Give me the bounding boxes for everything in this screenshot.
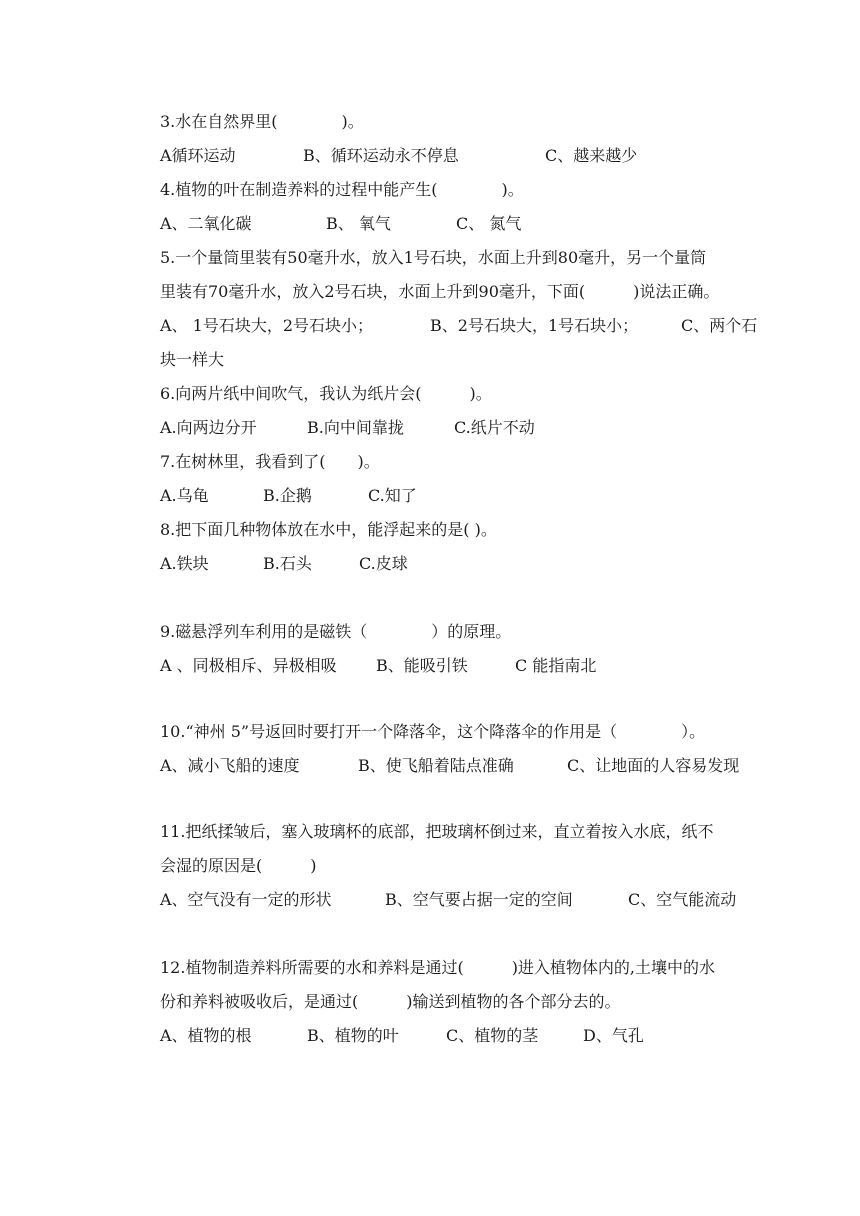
question-10-option-c: C、让地面的人容易发现 [567, 756, 740, 775]
question-5-option-c-continued: 块一样大 [160, 350, 225, 369]
question-8-stem: 8.把下面几种物体放在水中，能浮起来的是( )。 [160, 520, 497, 539]
question-5-option-a: A、 1号石块大，2号石块小； [160, 316, 374, 335]
question-11-stem-line-2: 会湿的原因是( ) [160, 856, 317, 875]
question-6-option-a: A.向两边分开 [160, 418, 257, 437]
question-5-stem-line-2: 里装有70毫升水，放入2号石块，水面上升到90毫升，下面( )说法正确。 [160, 282, 720, 301]
question-12-option-a: A、植物的根 [160, 1026, 252, 1045]
question-11-option-b: B、空气要占据一定的空间 [385, 890, 573, 909]
question-7-option-a: A.乌龟 [160, 486, 209, 505]
question-11-option-a: A、空气没有一定的形状 [160, 890, 332, 909]
question-5-option-c: C、两个石 [681, 316, 758, 335]
question-3-stem: 3.水在自然界里( )。 [160, 112, 364, 131]
question-6-option-b: B.向中间靠拢 [307, 418, 404, 437]
question-10-stem: 10.“神州 5”号返回时要打开一个降落伞，这个降落伞的作用是（ ）。 [160, 722, 706, 741]
question-10-option-a: A、减小飞船的速度 [160, 756, 300, 775]
question-4-option-a: A、二氧化碳 [160, 214, 252, 233]
question-9-option-a: A 、同极相斥、异极相吸 [160, 656, 337, 675]
question-3-option-c: C、越来越少 [545, 146, 638, 165]
question-11-stem-line-1: 11.把纸揉皱后，塞入玻璃杯的底部，把玻璃杯倒过来，直立着按入水底，纸不 [160, 822, 714, 841]
question-12-option-d: D、气孔 [583, 1026, 644, 1045]
question-5-option-b: B、2号石块大，1号石块小； [430, 316, 639, 335]
question-5-stem-line-1: 5.一个量筒里装有50毫升水，放入1号石块，水面上升到80毫升，另一个量筒 [160, 248, 707, 267]
question-9-option-c: C 能指南北 [515, 656, 597, 675]
question-8-option-c: C.皮球 [359, 554, 408, 573]
question-4-option-c: C、 氮气 [456, 214, 522, 233]
question-12-option-b: B、植物的叶 [307, 1026, 399, 1045]
question-12-stem-line-2: 份和养料被吸收后，是通过( )输送到植物的各个部分去的。 [160, 992, 621, 1011]
question-6-option-c: C.纸片不动 [454, 418, 535, 437]
question-8-option-b: B.石头 [263, 554, 312, 573]
question-7-stem: 7.在树林里，我看到了( )。 [160, 452, 380, 471]
question-12-option-c: C、植物的茎 [446, 1026, 539, 1045]
question-11-option-c: C、空气能流动 [628, 890, 737, 909]
question-7-option-b: B.企鹅 [263, 486, 312, 505]
question-4-option-b: B、 氧气 [326, 214, 391, 233]
question-8-option-a: A.铁块 [160, 554, 209, 573]
question-7-option-c: C.知了 [368, 486, 417, 505]
question-4-stem: 4.植物的叶在制造养料的过程中能产生( )。 [160, 180, 524, 199]
question-9-option-b: B、能吸引铁 [376, 656, 468, 675]
question-10-option-b: B、使飞船着陆点准确 [358, 756, 514, 775]
question-12-stem-line-1: 12.植物制造养料所需要的水和养料是通过( )进入植物体内的,土壤中的水 [160, 958, 716, 977]
question-6-stem: 6.向两片纸中间吹气，我认为纸片会( )。 [160, 384, 492, 403]
question-3-option-b: B、循环运动永不停息 [303, 146, 459, 165]
question-3-option-a: A循环运动 [160, 146, 236, 165]
question-9-stem: 9.磁悬浮列车利用的是磁铁（ ）的原理。 [160, 622, 512, 641]
